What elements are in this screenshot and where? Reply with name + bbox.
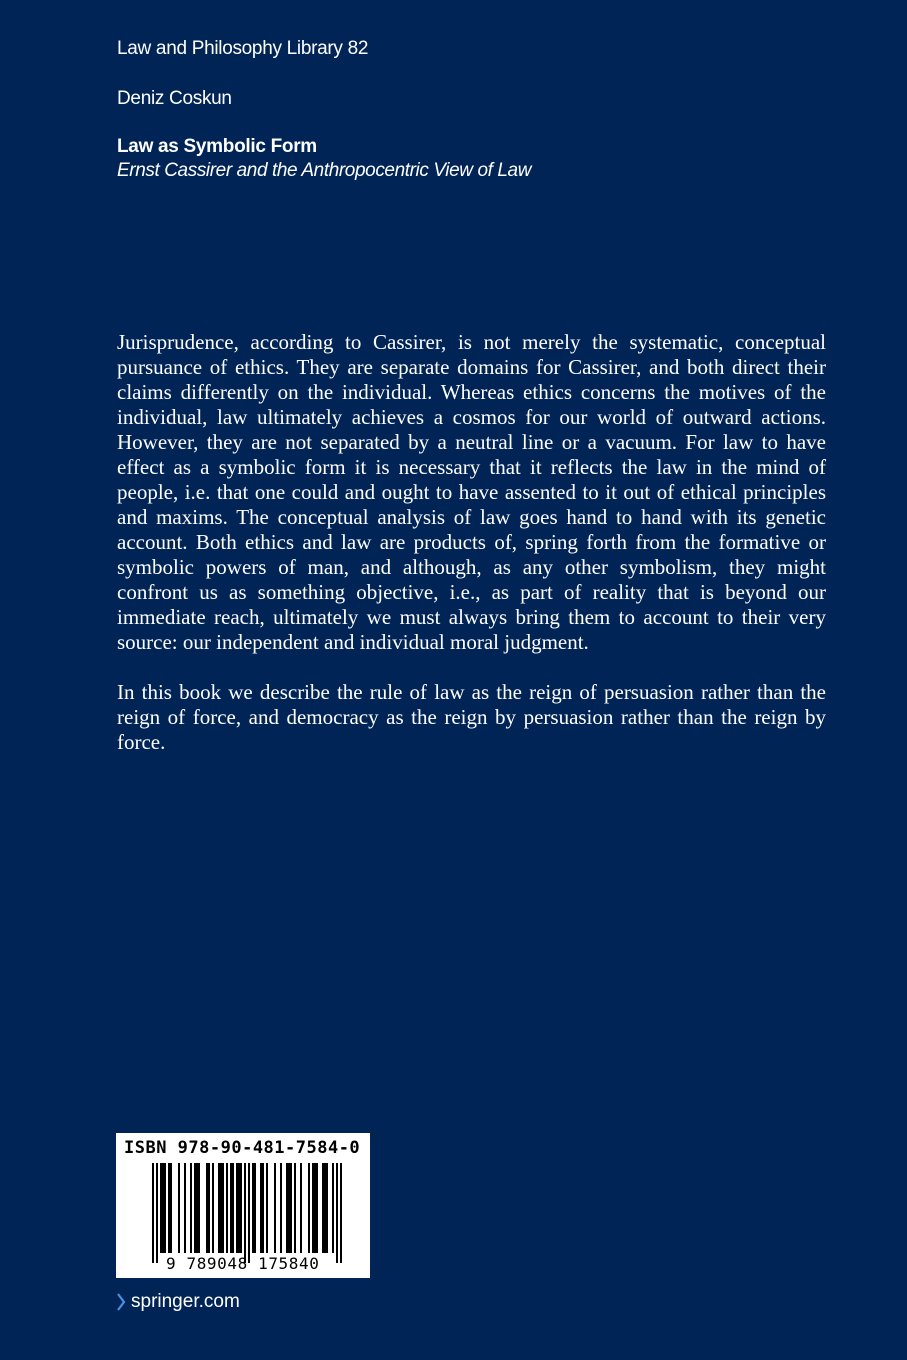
- barcode-bar: [274, 1163, 276, 1253]
- barcode-bar: [286, 1163, 288, 1253]
- series-title: Law and Philosophy Library 82: [117, 38, 369, 59]
- barcode-bar: [226, 1163, 228, 1253]
- barcode-bar: [236, 1163, 238, 1253]
- barcode-bar: [156, 1163, 158, 1263]
- barcode-bar: [206, 1163, 208, 1253]
- barcode-bar: [164, 1163, 166, 1253]
- barcode-panel: [116, 1133, 370, 1278]
- barcode-bar: [294, 1163, 296, 1253]
- barcode-bar: [288, 1163, 290, 1253]
- ean-digits: 9 789048 175840: [166, 1254, 320, 1273]
- author-name: Deniz Coskun: [117, 88, 232, 109]
- isbn-label: ISBN 978-90-481-7584-0: [124, 1138, 361, 1158]
- barcode-bar: [266, 1163, 268, 1253]
- chevron-right-icon: [116, 1292, 126, 1312]
- barcode-bar: [218, 1163, 220, 1253]
- barcode-bar: [290, 1163, 292, 1253]
- barcode-bar: [184, 1163, 186, 1253]
- barcode-bar: [340, 1163, 342, 1263]
- barcode-bar: [190, 1163, 192, 1253]
- book-subtitle: Ernst Cassirer and the Anthropocentric View of Law: [117, 160, 532, 181]
- barcode-bar: [252, 1163, 254, 1253]
- barcode-bar: [222, 1163, 224, 1253]
- barcode-bar: [178, 1163, 180, 1253]
- barcode-bar: [260, 1163, 262, 1253]
- barcode-bar: [300, 1163, 302, 1253]
- barcode-bar: [238, 1163, 240, 1253]
- barcode-bar: [230, 1163, 232, 1253]
- barcode-bar: [198, 1163, 200, 1253]
- barcode-bar: [160, 1163, 162, 1253]
- barcode-bar: [248, 1163, 250, 1263]
- barcode-bar: [220, 1163, 222, 1253]
- barcode-bar: [196, 1163, 198, 1253]
- barcode-bar: [244, 1163, 246, 1263]
- barcode-bar: [336, 1163, 338, 1263]
- barcode-bar: [324, 1163, 326, 1253]
- barcode-bar: [208, 1163, 210, 1253]
- barcode-bar: [280, 1163, 282, 1253]
- publisher-link[interactable]: [116, 1291, 240, 1313]
- blurb-paragraph-1: Jurisprudence, according to Cassirer, is not merely the systematic, conceptual pursuance of ethics. They are separate domains for Cassirer, and both direct their claims differently on the individual. Whereas ethics concerns the motives of the individual, law ultimately achieves a cosmos for our world of outward actions. However, they are not separated by a neutral line or a vacuum. For law to have effect as a symbolic form it is necessary that it reflects the law in the mind of people, i.e. that one could and ought to have assented to it out of ethical principles and maxims. The conceptual analysis of law goes hand to hand with its genetic account. Both ethics and law are products of, spring forth from the formative or symbolic powers of man, and although, as any other symbolism, they might confront us as something objective, i.e., as part of reality that is beyond our immediate reach, ultimately we must always bring them to account to their very source: our independent and individual moral judgment.: [117, 330, 826, 654]
- barcode-bar: [322, 1163, 324, 1253]
- barcode-bar: [308, 1163, 310, 1253]
- barcode-bar: [314, 1163, 316, 1253]
- book-title: Law as Symbolic Form: [117, 136, 317, 157]
- barcode-bar: [170, 1163, 172, 1253]
- barcode-bar: [162, 1163, 164, 1253]
- barcode-bar: [312, 1163, 314, 1253]
- barcode-bar: [326, 1163, 328, 1253]
- barcode-bar: [240, 1163, 242, 1253]
- barcode-bar: [232, 1163, 234, 1253]
- barcode-bar: [168, 1163, 170, 1253]
- barcode-bar: [332, 1163, 334, 1253]
- barcode-bar: [316, 1163, 318, 1253]
- barcode-bar: [254, 1163, 256, 1253]
- barcode-bar: [262, 1163, 264, 1253]
- publisher-url: springer.com: [131, 1291, 240, 1312]
- barcode-bar: [212, 1163, 214, 1253]
- barcode-bar: [152, 1163, 154, 1263]
- blurb-paragraph-2: In this book we describe the rule of law as the reign of persuasion rather than the reign of force, and democracy as the reign by persuasion rather than the reign by force.: [117, 680, 826, 754]
- barcode-bar: [194, 1163, 196, 1253]
